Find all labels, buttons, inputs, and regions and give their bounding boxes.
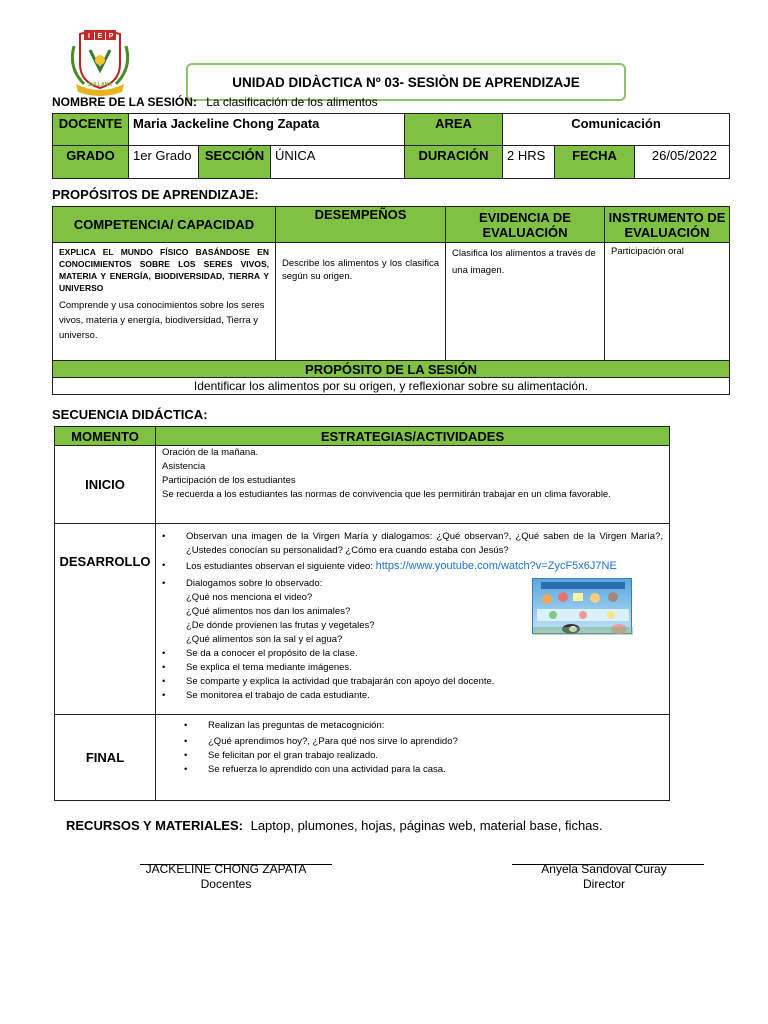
desarrollo-question-3: ¿De dónde provienen las frutas y vegetales? [186,620,375,631]
col-competencia: COMPETENCIA/ CAPACIDAD [53,207,276,243]
signature-left-role: Docentes [200,877,252,891]
desarrollo-question-2: ¿Qué alimentos nos dan los animales? [186,606,351,617]
title-text: UNIDAD DIDÀCTICA Nº 03- SESIÒN DE APRENDIZAJE [232,74,580,90]
signature-left-name: JACKELINE CHONG ZAPATA [145,862,307,876]
competencia-cell [53,243,276,361]
recursos-value: Laptop, plumones, hojas, páginas web, material base, fichas. [250,818,603,833]
final-item-1: • Realizan las preguntas de metacognición: [178,719,663,733]
docente-label: DOCENTE [53,114,129,146]
area-value: Comunicación [503,114,730,146]
col-desempenos: DESEMPEÑOS [276,207,446,243]
inicio-line-1: Oración de la mañana. [162,447,259,458]
svg-text:E: E [97,33,103,40]
col-evidencia: EVIDENCIA DE EVALUACIÓN [446,207,605,243]
desarrollo-item-1: • Observan una imagen de la Virgen María y dialogamos: ¿Qué observan?, ¿Qué saben de la Virgen María?, ¿Ustedes conocían su personalidad? ¿Cómo era cuando estaba con Jesús? [156,530,663,558]
propositos-table [52,206,730,395]
inicio-line-4: Se recuerda a los estudiantes las normas de convivencia que les permitirán trabajar en un clima favorable. [162,489,611,500]
final-item-4: • Se refuerza lo aprendido con una actividad para la casa. [178,763,663,777]
propositos-heading: PROPÓSITOS DE APRENDIZAJE: [52,187,259,202]
signature-right [512,864,704,892]
inicio-line-2: Asistencia [162,461,206,472]
col-momento: MOMENTO [55,427,156,446]
final-item-2: • ¿Qué aprendimos hoy?, ¿Para qué nos sirve lo aprendido? [178,735,663,749]
competencia-text: EXPLICA EL MUNDO FÍSICO BASÁNDOSE EN CONOCIMIENTOS SOBRE LOS SERES VIVOS, MATERIA Y ENERGÍA, BIODIVERSIDAD, TIERRA Y UNIVERSO [59,247,269,293]
inicio-line-3: Participación de los estudiantes [162,475,296,486]
info-table [52,113,730,179]
desarrollo-question-4: ¿Qué alimentos son la sal y el agua? [186,634,343,645]
grado-label: GRADO [53,146,129,179]
proposito-sesion-label: PROPÓSITO DE LA SESIÓN [53,361,730,378]
fecha-value: 26/05/2022 [635,146,730,179]
logo-banner: SULLANA [88,82,112,88]
seccion-label: SECCIÓN [199,146,271,179]
signature-left [140,864,332,892]
col-estrategias: ESTRATEGIAS/ACTIVIDADES [156,427,670,446]
desarrollo-question-1: ¿Qué nos menciona el video? [186,592,313,603]
desarrollo-item-7: • Se monitorea el trabajo de cada estudiante. [156,689,663,703]
duracion-value: 2 HRS [503,146,555,179]
seccion-value: ÚNICA [271,146,405,179]
inicio-cell [156,446,670,524]
signature-right-role: Director [582,877,625,891]
final-item-3: • Se felicitan por el gran trabajo realizado. [178,749,663,763]
fecha-label: FECHA [555,146,635,179]
secuencia-table [54,426,670,801]
evidencia-cell [446,243,605,361]
instrumento-text: Participación oral [611,246,684,257]
food-classification-image [532,578,632,634]
evidencia-text: Clasifica los alimentos a través de una imagen. [452,248,596,276]
svg-text:I: I [88,33,90,40]
signature-right-name: Anyela Sandoval Curay [541,862,667,876]
desarrollo-item-4: • Se da a conocer el propósito de la clase. [156,647,663,661]
svg-text:P: P [108,33,114,40]
session-value: La clasificación de los alimentos [206,95,378,109]
desarrollo-item-5: • Se explica el tema mediante imágenes. [156,661,663,675]
desarrollo-item-6: • Se comparte y explica la actividad que trabajarán con apoyo del docente. [156,675,663,689]
secuencia-heading: SECUENCIA DIDÁCTICA: [52,407,208,422]
desarrollo-item-2: • Los estudiantes observan el siguiente video: https://www.youtube.com/watch?v=ZycF5x6J7NE [156,558,663,575]
area-label: AREA [405,114,503,146]
proposito-sesion-value: Identificar los alimentos por su origen, y reflexionar sobre su alimentación. [53,378,730,395]
final-label: FINAL [55,715,156,801]
desarrollo-item-3: • Dialogamos sobre lo observado: [156,577,663,591]
grado-value: 1er Grado [129,146,199,179]
final-cell [156,715,670,801]
docente-value: Maria Jackeline Chong Zapata [129,114,405,146]
session-label: NOMBRE DE LA SESIÓN: [52,95,197,109]
recursos-row [66,818,603,833]
recursos-label: RECURSOS Y MATERIALES: [66,818,243,833]
desarrollo-cell [156,524,670,715]
col-instrumento: INSTRUMENTO DE EVALUACIÓN [605,207,730,243]
video-link[interactable]: https://www.youtube.com/watch?v=ZycF5x6J7NE [375,560,617,572]
capacidad-text: Comprende y usa conocimientos sobre los seres vivos, materia y energía, biodiversidad, Tierra y universo. [59,300,265,341]
final-list [178,719,663,777]
desarrollo-label: DESARROLLO [55,524,156,715]
school-logo [66,26,134,96]
inicio-label: INICIO [55,446,156,524]
instrumento-cell [605,243,730,361]
desempeno-text: Describe los alimentos y los clasifica según su origen. [282,258,439,282]
session-name-row [52,95,378,109]
desempeno-cell [276,243,446,361]
duracion-label: DURACIÓN [405,146,503,179]
